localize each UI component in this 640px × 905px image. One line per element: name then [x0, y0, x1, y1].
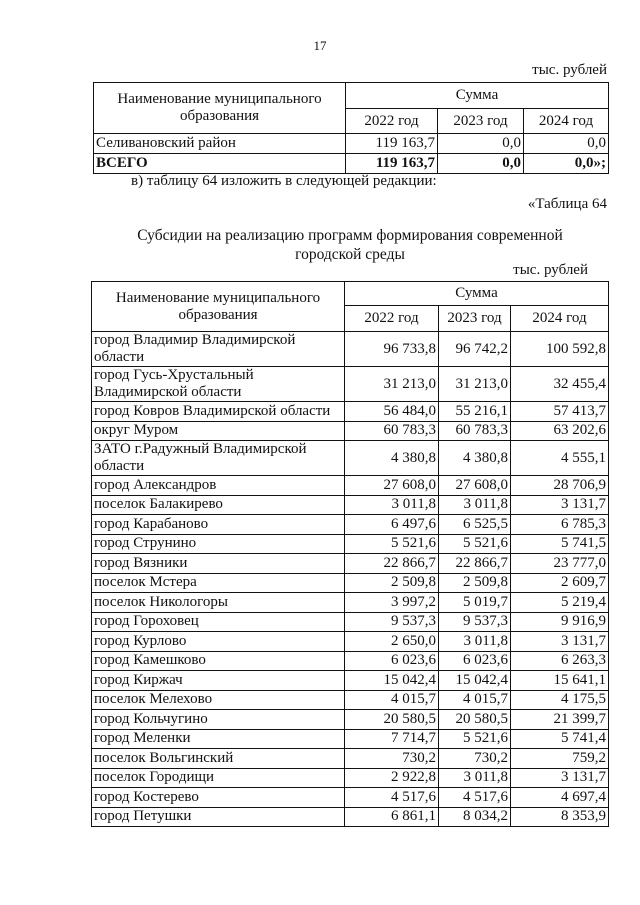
row-value: 6 263,3: [511, 651, 609, 671]
header-year: 2022 год: [346, 109, 438, 134]
total-value: 119 163,7: [346, 154, 438, 174]
row-value: 759,2: [511, 749, 609, 769]
row-value: 60 783,3: [439, 421, 511, 441]
row-name: Селивановский район: [94, 134, 346, 154]
instruction-text: в) таблицу 64 изложить в следующей редакции:: [131, 173, 437, 189]
header-year: 2023 год: [438, 109, 524, 134]
row-value: 23 777,0: [511, 554, 609, 574]
row-value: 3 131,7: [511, 632, 609, 652]
table-row: [92, 788, 609, 808]
row-value: 3 131,7: [511, 768, 609, 788]
row-value: 100 592,8: [511, 332, 609, 367]
table-row: [92, 573, 609, 593]
row-value: 6 861,1: [345, 807, 439, 827]
row-value: 119 163,7: [346, 134, 438, 154]
table-top: [93, 82, 609, 174]
table-row: [92, 749, 609, 769]
table-row: [92, 421, 609, 441]
row-value: 60 783,3: [345, 421, 439, 441]
header-sum: Сумма: [346, 83, 609, 109]
total-row: [94, 154, 609, 174]
row-value: 21 399,7: [511, 710, 609, 730]
row-value: 27 608,0: [439, 476, 511, 496]
row-value: 15 641,1: [511, 671, 609, 691]
row-value: 28 706,9: [511, 476, 609, 496]
row-name: поселок Городищи: [92, 768, 345, 788]
row-value: 4 555,1: [511, 441, 609, 476]
row-value: 2 650,0: [345, 632, 439, 652]
row-name: город Гусь-Хрустальный Владимирской области: [92, 367, 345, 402]
row-value: 3 011,8: [439, 495, 511, 515]
row-value: 20 580,5: [345, 710, 439, 730]
row-name: город Камешково: [92, 651, 345, 671]
row-value: 96 733,8: [345, 332, 439, 367]
row-value: 6 497,6: [345, 515, 439, 535]
row-name: город Александров: [92, 476, 345, 496]
page-number: 17: [313, 38, 327, 53]
row-value: 0,0: [524, 134, 609, 154]
units-label-main: тыс. рублей: [513, 262, 588, 278]
row-value: 4 697,4: [511, 788, 609, 808]
row-value: 32 455,4: [511, 367, 609, 402]
row-value: 4 517,6: [439, 788, 511, 808]
row-name: город Костерево: [92, 788, 345, 808]
row-value: 22 866,7: [439, 554, 511, 574]
row-name: поселок Мелехово: [92, 690, 345, 710]
row-value: 2 509,8: [345, 573, 439, 593]
row-name: город Владимир Владимирской области: [92, 332, 345, 367]
total-value: 0,0: [438, 154, 524, 174]
row-value: 6 023,6: [439, 651, 511, 671]
row-value: 31 213,0: [345, 367, 439, 402]
row-value: 27 608,0: [345, 476, 439, 496]
row-value: 5 521,6: [345, 534, 439, 554]
row-value: 5 521,6: [439, 534, 511, 554]
header-year: 2023 год: [439, 306, 511, 332]
table-label: «Таблица 64: [527, 196, 607, 212]
row-value: 5 741,4: [511, 729, 609, 749]
row-name: поселок Вольгинский: [92, 749, 345, 769]
row-value: 730,2: [439, 749, 511, 769]
row-value: 2 922,8: [345, 768, 439, 788]
header-sum: Сумма: [345, 282, 609, 306]
table-row: [92, 332, 609, 367]
row-value: 5 521,6: [439, 729, 511, 749]
row-value: 9 537,3: [345, 612, 439, 632]
row-value: 4 015,7: [439, 690, 511, 710]
header-year: 2024 год: [511, 306, 609, 332]
row-value: 4 175,5: [511, 690, 609, 710]
table-row: [92, 554, 609, 574]
row-value: 3 011,8: [345, 495, 439, 515]
row-name: поселок Никологоры: [92, 593, 345, 613]
row-value: 5 219,4: [511, 593, 609, 613]
header-name: Наименование муниципального образования: [92, 282, 345, 332]
table-main: [91, 281, 609, 827]
row-value: 9 916,9: [511, 612, 609, 632]
table-row: [92, 367, 609, 402]
table-row: [92, 710, 609, 730]
table-row: [92, 593, 609, 613]
table-row: [92, 768, 609, 788]
row-value: 57 413,7: [511, 402, 609, 422]
table-row: [92, 476, 609, 496]
table-row: [92, 534, 609, 554]
row-value: 63 202,6: [511, 421, 609, 441]
row-value: 8 353,9: [511, 807, 609, 827]
table-row: [92, 515, 609, 535]
table-row: [92, 441, 609, 476]
row-value: 6 023,6: [345, 651, 439, 671]
table-row: [92, 402, 609, 422]
row-value: 3 011,8: [439, 632, 511, 652]
row-value: 55 216,1: [439, 402, 511, 422]
row-value: 22 866,7: [345, 554, 439, 574]
table-row: [94, 134, 609, 154]
table-row: [92, 671, 609, 691]
table-row: [92, 807, 609, 827]
row-name: город Струнино: [92, 534, 345, 554]
row-name: поселок Мстера: [92, 573, 345, 593]
row-name: город Ковров Владимирской области: [92, 402, 345, 422]
row-value: 3 011,8: [439, 768, 511, 788]
row-name: город Гороховец: [92, 612, 345, 632]
row-value: 3 997,2: [345, 593, 439, 613]
row-value: 0,0: [438, 134, 524, 154]
row-name: город Кольчугино: [92, 710, 345, 730]
table-row: [92, 651, 609, 671]
row-value: 3 131,7: [511, 495, 609, 515]
total-value: 0,0»;: [524, 154, 609, 174]
row-name: город Карабаново: [92, 515, 345, 535]
total-label: ВСЕГО: [94, 154, 346, 174]
header-year: 2022 год: [345, 306, 439, 332]
row-value: 96 742,2: [439, 332, 511, 367]
row-name: ЗАТО г.Радужный Владимирской области: [92, 441, 345, 476]
table-row: [92, 632, 609, 652]
row-name: город Киржач: [92, 671, 345, 691]
row-value: 5 741,5: [511, 534, 609, 554]
row-value: 4 380,8: [439, 441, 511, 476]
row-value: 2 609,7: [511, 573, 609, 593]
row-value: 31 213,0: [439, 367, 511, 402]
header-year: 2024 год: [524, 109, 609, 134]
row-value: 56 484,0: [345, 402, 439, 422]
row-name: город Меленки: [92, 729, 345, 749]
row-value: 15 042,4: [345, 671, 439, 691]
row-name: город Вязники: [92, 554, 345, 574]
row-name: округ Муром: [92, 421, 345, 441]
row-value: 2 509,8: [439, 573, 511, 593]
row-value: 5 019,7: [439, 593, 511, 613]
row-value: 9 537,3: [439, 612, 511, 632]
units-label-top: тыс. рублей: [532, 62, 607, 78]
row-value: 4 517,6: [345, 788, 439, 808]
table-row: [92, 612, 609, 632]
row-value: 7 714,7: [345, 729, 439, 749]
row-value: 15 042,4: [439, 671, 511, 691]
row-name: поселок Балакирево: [92, 495, 345, 515]
row-value: 8 034,2: [439, 807, 511, 827]
header-name: Наименование муниципального образования: [94, 83, 346, 134]
table-caption-line2: городской среды: [295, 246, 405, 263]
table-row: [92, 729, 609, 749]
row-value: 4 015,7: [345, 690, 439, 710]
row-value: 20 580,5: [439, 710, 511, 730]
row-value: 730,2: [345, 749, 439, 769]
row-name: город Курлово: [92, 632, 345, 652]
row-name: город Петушки: [92, 807, 345, 827]
row-value: 6 785,3: [511, 515, 609, 535]
table-caption-line1: Субсидии на реализацию программ формирования современной: [137, 227, 563, 244]
row-value: 4 380,8: [345, 441, 439, 476]
row-value: 6 525,5: [439, 515, 511, 535]
table-row: [92, 495, 609, 515]
table-row: [92, 690, 609, 710]
